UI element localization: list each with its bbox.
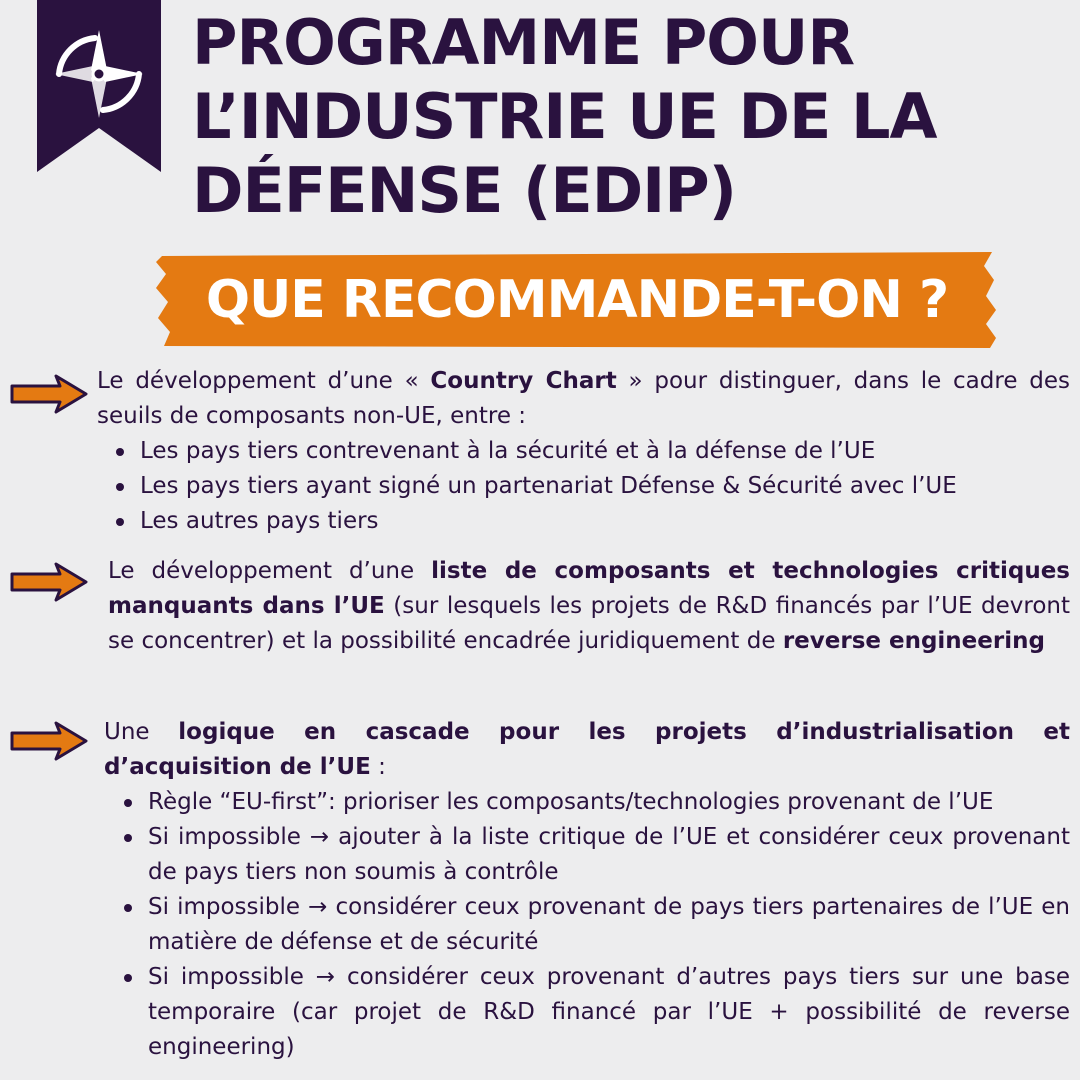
recommendation-1-bullets bbox=[140, 434, 1070, 539]
text-segment: Le développement d’une « bbox=[97, 368, 431, 394]
text-segment: Une bbox=[104, 719, 179, 745]
title-line-3: DÉFENSE (EDIP) bbox=[192, 154, 736, 227]
text-segment: : bbox=[370, 754, 386, 780]
arrow-right-icon bbox=[10, 721, 88, 761]
compass-logo-icon bbox=[37, 0, 161, 172]
bold-term-critical-list: liste de composants et technologies critiques manquants dans l’UE bbox=[108, 558, 1070, 619]
banner-heading: QUE RECOMMANDE-T-ON ? bbox=[205, 270, 949, 330]
list-item: Si impossible → considérer ceux provenant de pays tiers partenaires de l’UE en matière de défense et de sécurité bbox=[148, 890, 1070, 960]
list-item: Règle “EU-first”: prioriser les composants/technologies provenant de l’UE bbox=[148, 785, 1070, 820]
recommendation-1-text bbox=[97, 364, 1070, 434]
bold-term-reverse-engineering: reverse engineering bbox=[782, 628, 1045, 654]
list-item: Les autres pays tiers bbox=[140, 504, 1070, 539]
list-item: Si impossible → considérer ceux provenant d’autres pays tiers sur une base temporaire (car projet de R&D financé par l’UE + possibilité de reverse engineering) bbox=[148, 960, 1070, 1065]
text-segment: Le développement d’une bbox=[108, 558, 432, 584]
list-item: Si impossible → ajouter à la liste critique de l’UE et considérer ceux provenant de pays tiers non soumis à contrôle bbox=[148, 820, 1070, 890]
recommendation-2 bbox=[0, 554, 1080, 699]
arrow-right-icon bbox=[10, 562, 88, 602]
recommendation-3-bullets bbox=[148, 785, 1070, 1065]
text-segment: » pour distinguer, dans le cadre des seuils de composants non-UE, entre : bbox=[97, 368, 1070, 429]
recommendation-2-text bbox=[108, 554, 1070, 659]
arrow-right-icon bbox=[10, 374, 88, 414]
page-title bbox=[192, 6, 1062, 228]
title-line-1: PROGRAMME POUR bbox=[192, 6, 855, 79]
bold-term-cascade: logique en cascade pour les projets d’industrialisation et d’acquisition de l’UE bbox=[104, 719, 1071, 780]
recommendation-1 bbox=[0, 364, 1080, 544]
recommendation-3 bbox=[0, 715, 1080, 1080]
title-line-2: L’INDUSTRIE UE DE LA bbox=[192, 80, 937, 153]
recommendation-3-text bbox=[104, 715, 1070, 785]
list-item: Les pays tiers ayant signé un partenariat Défense & Sécurité avec l’UE bbox=[140, 469, 1070, 504]
list-item: Les pays tiers contrevenant à la sécurité et à la défense de l’UE bbox=[140, 434, 1070, 469]
bold-term-country-chart: Country Chart bbox=[430, 368, 617, 394]
text-segment: (sur lesquels les projets de R&D financés par l’UE devront se concentrer) et la possibilité encadrée juridiquement de bbox=[108, 593, 1070, 654]
